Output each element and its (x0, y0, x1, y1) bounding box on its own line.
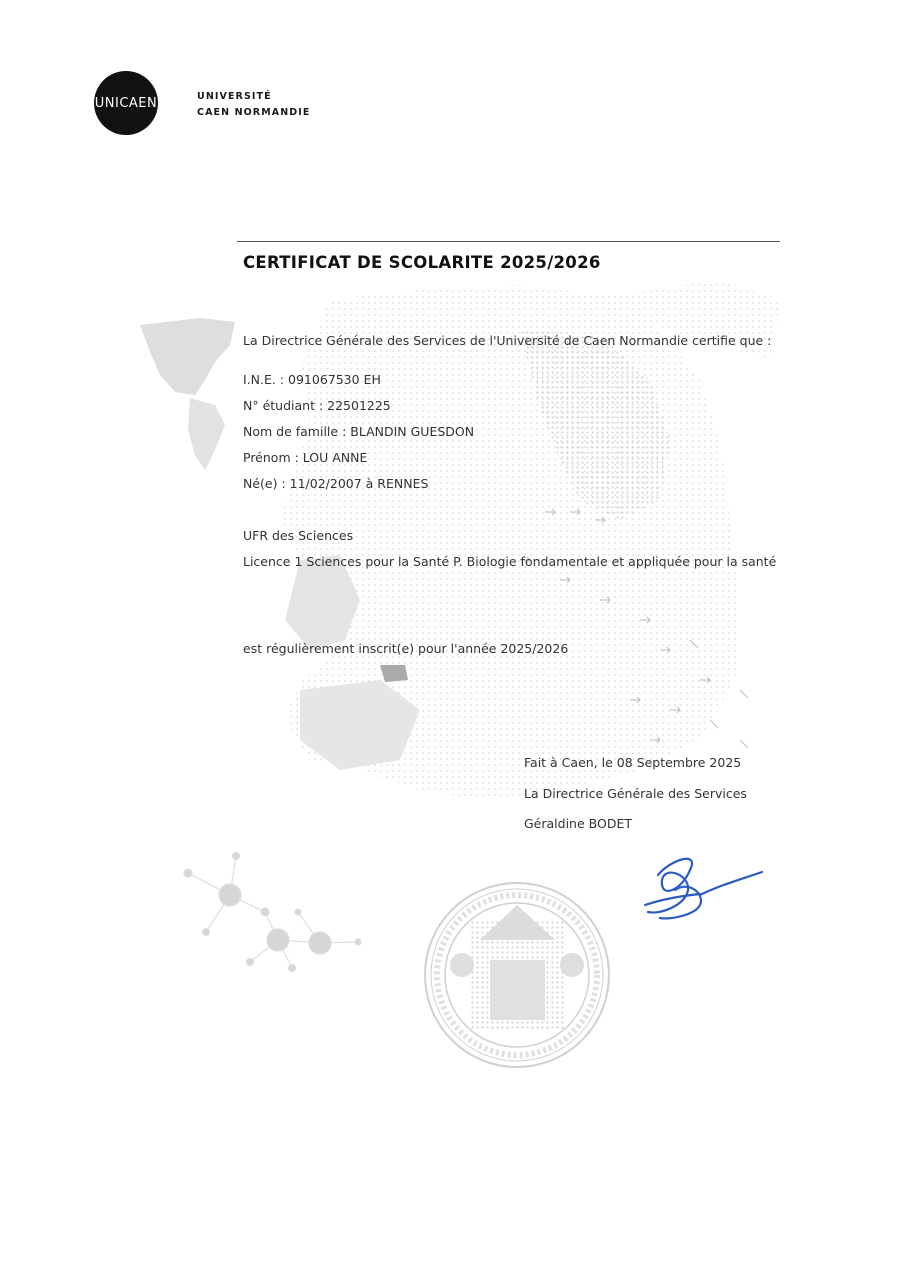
molecule-network-decoration (184, 853, 361, 972)
ufr-line: UFR des Sciences (243, 528, 354, 543)
family-name-line: Nom de famille : BLANDIN GUESDON (243, 424, 475, 439)
first-name-line: Prénom : LOU ANNE (243, 450, 368, 465)
unicaen-logo (94, 71, 158, 135)
certificate-title: CERTIFICAT DE SCOLARITE 2025/2026 (243, 253, 601, 272)
handwritten-signature (645, 859, 762, 919)
intro-text: La Directrice Générale des Services de l'Université de Caen Normandie certifie que : (243, 333, 772, 348)
place-date-line: Fait à Caen, le 08 Septembre 2025 (524, 755, 742, 770)
university-seal (425, 883, 609, 1067)
signatory-role: La Directrice Générale des Services (524, 786, 747, 801)
enrollment-line: est régulièrement inscrit(e) pour l'année 2025/2026 (243, 641, 569, 656)
university-name (197, 89, 310, 121)
birth-line: Né(e) : 11/02/2007 à RENNES (243, 476, 429, 491)
university-name-line1: UNIVERSITÉ (197, 91, 272, 102)
program-line: Licence 1 Sciences pour la Santé P. Biologie fondamentale et appliquée pour la santé (243, 554, 777, 569)
logo-text: UNICAEN (94, 95, 158, 111)
university-name-line2: CAEN NORMANDIE (197, 107, 311, 118)
europe-map-watermark (280, 280, 780, 800)
student-number-line: N° étudiant : 22501225 (243, 398, 391, 413)
ine-line: I.N.E. : 091067530 EH (243, 372, 381, 387)
world-map-watermark (140, 318, 235, 470)
title-divider (237, 241, 780, 242)
signatory-name: Géraldine BODET (524, 816, 632, 831)
